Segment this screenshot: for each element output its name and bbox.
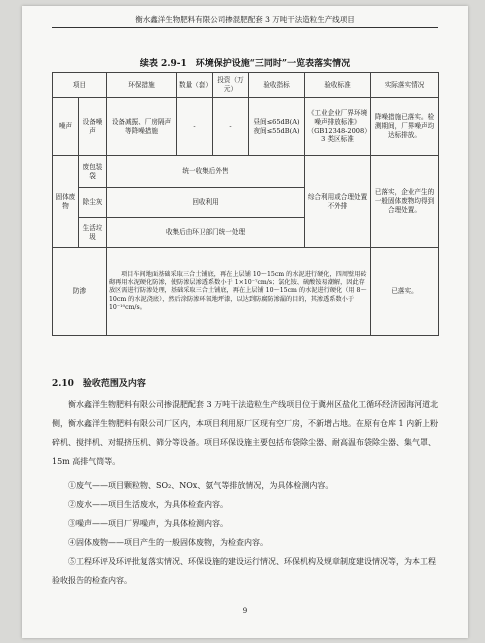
- noise-standard: 《工业企业厂界环境噪声排放标准》（GB12348-2008）3 类区标准: [305, 98, 371, 156]
- header-result: 验收指标: [249, 73, 305, 98]
- list-item: ⑤工程环评及环评批复落实情况、环保设施的建设运行情况、环保机构及规章制度建设情况等，为本工程验收报告的检查内容。: [52, 557, 436, 585]
- seepage-measure: 项目车间地面基础采取三合土铺底，再在上层铺 10～15cm 的水泥进行硬化，四周壁用砖砌再用水泥硬化防渗，使防渗层渗透系数小于 1×10⁻⁷cm/s；氯化铵、硫酸铵易潮解，因此存放区需进行防渗处理，基础采取三合土铺底，再在上层铺 10～15cm 的水泥进行硬化（用 8～10cm 的水泥浇底），然后涂防渗环氧地坪漆，以达到防腐防渗漏的目的，其渗透系数小于 10⁻¹⁰cm/s。: [107, 248, 371, 336]
- seepage-status: 已落实。: [371, 248, 439, 336]
- noise-row: [53, 98, 439, 156]
- list-item: ①废气——项目颗粒物、SO₂、NOx、氨气等排放情况，为具体检测内容。: [68, 481, 334, 490]
- noise-qty: -: [177, 98, 213, 156]
- seepage-row: [53, 248, 439, 336]
- noise-status: 降噪措施已落实。检测期间，厂界噪声均达标排放。: [371, 98, 439, 156]
- solid-measure-3: 收集后由环卫部门统一处理: [107, 218, 305, 248]
- section-heading: 2.10 验收范围及内容: [52, 379, 146, 389]
- solid-measure-1: 统一收集后外售: [107, 156, 305, 188]
- solid-status: 已落实，企业产生的一般固体废物均得到合理处置。: [371, 156, 439, 248]
- list-item: ③噪声——项目厂界噪声，为具体检测内容。: [68, 519, 228, 528]
- noise-sub: 设备噪声: [79, 98, 107, 156]
- solid-measure-2: 回收利用: [107, 188, 305, 218]
- header-invest: 投资（万元）: [213, 73, 249, 98]
- solid-standard: 综合利用或合理处置不外排: [305, 156, 371, 248]
- list-item: ④固体废物——项目产生的一般固体废物，为检查内容。: [68, 538, 268, 547]
- solid-row-1: [53, 156, 439, 188]
- header-item: 项目: [53, 73, 107, 98]
- table-caption: 续表 2.9-1 环境保护设施“三同时”一览表落实情况: [139, 59, 351, 69]
- noise-result: 昼间≤65dB(A) 夜间≤55dB(A): [249, 98, 305, 156]
- table-header-row: [53, 73, 439, 98]
- solid-sub-2: 除尘灰: [79, 188, 107, 218]
- page-number: 9: [242, 607, 248, 615]
- environmental-protection-table: [52, 72, 439, 336]
- noise-measure: 设备减振、厂房隔声等降噪措施: [107, 98, 177, 156]
- list-item: ②废水——项目生活废水，为具体检查内容。: [68, 500, 228, 509]
- running-header: 衡水鑫洋生物肥料有限公司掺混肥配套 3 万吨干法造粒生产线项目: [52, 14, 438, 28]
- solid-sub-1: 废包装袋: [79, 156, 107, 188]
- solid-sub-3: 生活垃圾: [79, 218, 107, 248]
- header-standard: 验收标准: [305, 73, 371, 98]
- noise-invest: -: [213, 98, 249, 156]
- solid-category: 固体废物: [53, 156, 79, 248]
- body-paragraph: 衡水鑫洋生物肥料有限公司掺混肥配套 3 万吨干法造粒生产线项目位于冀州区盐化工循环经济园海河道北侧，衡水鑫洋生物肥料有限公司厂区内，本项目利用原厂区现有空厂房，不新增占地。在原有仓库 1 内新上粉碎机、搅拌机、对辊挤压机、筛分等设备。项目环保设施主要包括布袋除尘器、耐高温布袋除尘器、集气罩、15m 高排气筒等。: [52, 400, 439, 466]
- header-measure: 环保措施: [107, 73, 177, 98]
- header-status: 实际落实情况: [371, 73, 439, 98]
- header-qty: 数量（套）: [177, 73, 213, 98]
- seepage-category: 防渗: [53, 248, 107, 336]
- document-page: [22, 6, 468, 638]
- noise-category: 噪声: [53, 98, 79, 156]
